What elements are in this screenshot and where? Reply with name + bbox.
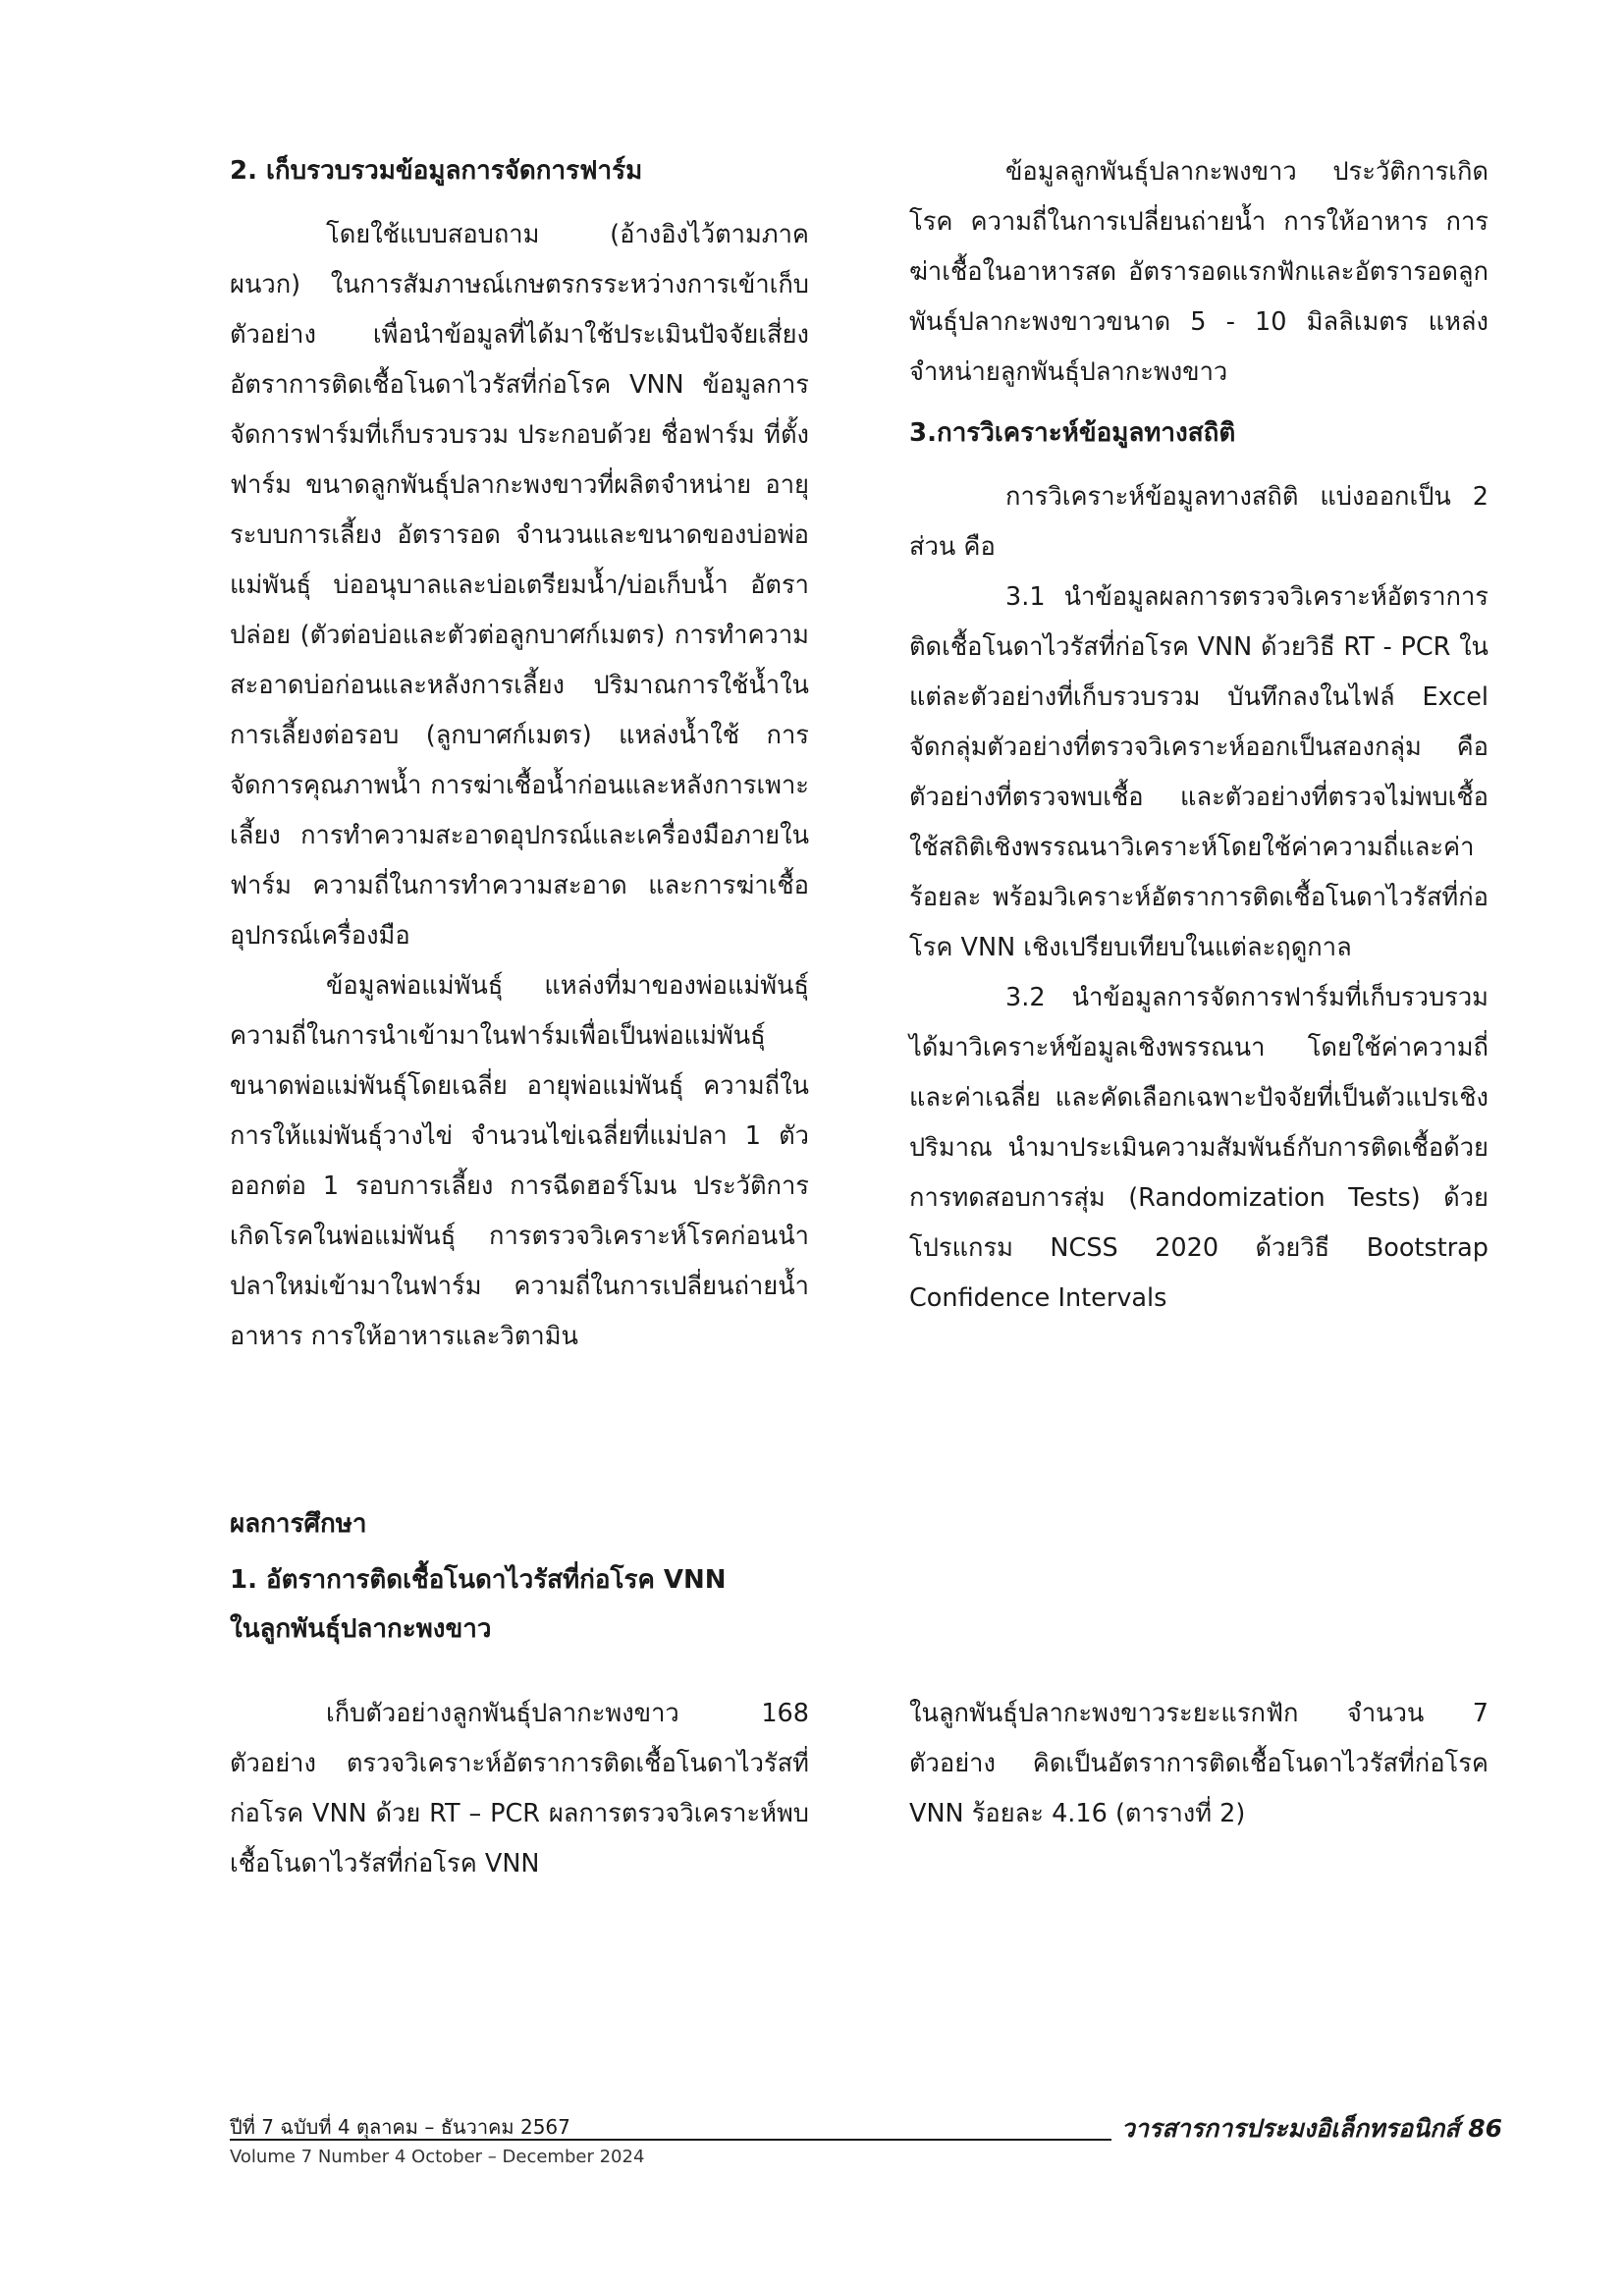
left-column — [230, 147, 809, 1362]
paragraph-results-samples: เก็บตัวอย่างลูกพันธุ์ปลากะพงขาว 168 ตัวอย่าง ตรวจวิเคราะห์อัตราการติดเชื้อโนดาไวรัสที่ก่อโรค VNN ด้วย RT – PCR ผลการตรวจวิเคราะห์พบเชื้อโนดาไวรัสที่ก่อโรค VNN — [230, 1699, 809, 1878]
section-heading-farm-data: 2. เก็บรวบรวมข้อมูลการจัดการฟาร์ม — [230, 156, 643, 186]
paragraph-results-rate: ในลูกพันธุ์ปลากะพงขาวระยะแรกฟัก จำนวน 7 ตัวอย่าง คิดเป็นอัตราการติดเชื้อโนดาไวรัสที่ก่อโรค VNN ร้อยละ 4.16 (ตารางที่ 2) — [909, 1699, 1489, 1828]
results-subheading-line1: 1. อัตราการติดเชื้อโนดาไวรัสที่ก่อโรค VNN — [230, 1565, 727, 1595]
paragraph-statistics-3-2: 3.2 นำข้อมูลการจัดการฟาร์มที่เก็บรวบรวมได้มาวิเคราะห์ข้อมูลเชิงพรรณนา โดยใช้ค่าความถี่และค่าเฉลี่ย และคัดเลือกเฉพาะปัจจัยที่เป็นตัวแปรเชิงปริมาณ นำมาประเมินความสัมพันธ์กับการติดเชื้อด้วยการทดสอบการสุ่ม (Randomization Tests) ด้วยโปรแกรม NCSS 2020 ด้วยวิธี Bootstrap Confidence Intervals — [909, 983, 1489, 1313]
results-subheading — [230, 1555, 809, 1654]
footer-journal-page: วารสารการประมงอิเล็กทรอนิกส์ 86 — [1111, 2109, 1502, 2149]
footer-issue-thai: ปีที่ 7 ฉบับที่ 4 ตุลาคม – ธันวาคม 2567 — [230, 2115, 570, 2139]
right-column — [909, 147, 1489, 1324]
footer-issue-english: Volume 7 Number 4 October – December 2024 — [230, 2147, 645, 2167]
results-heading-block — [230, 1500, 809, 1669]
results-right-column — [909, 1689, 1489, 1839]
paragraph-statistics-3-1: 3.1 นำข้อมูลผลการตรวจวิเคราะห์อัตราการติดเชื้อโนดาไวรัสที่ก่อโรค VNN ด้วยวิธี RT - PCR ในแต่ละตัวอย่างที่เก็บรวบรวม บันทึกลงในไฟล์ Excel จัดกลุ่มตัวอย่างที่ตรวจวิเคราะห์ออกเป็นสองกลุ่ม คือ ตัวอย่างที่ตรวจพบเชื้อ และตัวอย่างที่ตรวจไม่พบเชื้อ ใช้สถิติเชิงพรรณนาวิเคราะห์โดยใช้ค่าความถี่และค่าร้อยละ พร้อมวิเคราะห์อัตราการติดเชื้อโนดาไวรัสที่ก่อโรค VNN เชิงเปรียบเทียบในแต่ละฤดูกาล — [909, 582, 1489, 962]
paragraph-fry-data: ข้อมูลลูกพันธุ์ปลากะพงขาว ประวัติการเกิดโรค ความถี่ในการเปลี่ยนถ่ายน้ำ การให้อาหาร การฆ่าเชื้อในอาหารสด อัตรารอดแรกฟักและอัตรารอดลูกพันธุ์ปลากะพงขาวขนาด 5 - 10 มิลลิเมตร แหล่งจำหน่ายลูกพันธุ์ปลากะพงขาว — [909, 157, 1489, 387]
paragraph-questionnaire: โดยใช้แบบสอบถาม (อ้างอิงไว้ตามภาคผนวก) ในการสัมภาษณ์เกษตรกรระหว่างการเข้าเก็บตัวอย่าง เพื่อนำข้อมูลที่ได้มาใช้ประเมินปัจจัยเสี่ยงอัตราการติดเชื้อโนดาไวรัสที่ก่อโรค VNN ข้อมูลการจัดการฟาร์มที่เก็บรวบรวม ประกอบด้วย ชื่อฟาร์ม ที่ตั้งฟาร์ม ขนาดลูกพันธุ์ปลากะพงขาวที่ผลิตจำหน่าย อายุ ระบบการเลี้ยง อัตรารอด จำนวนและขนาดของบ่อพ่อแม่พันธุ์ บ่ออนุบาลและบ่อเตรียมน้ำ/บ่อเก็บน้ำ อัตราปล่อย (ตัวต่อบ่อและตัวต่อลูกบาศก์เมตร) การทำความสะอาดบ่อก่อนและหลังการเลี้ยง ปริมาณการใช้น้ำในการเลี้ยงต่อรอบ (ลูกบาศก์เมตร) แหล่งน้ำใช้ การจัดการคุณภาพน้ำ การฆ่าเชื้อน้ำก่อนและหลังการเพาะเลี้ยง การทำความสะอาดอุปกรณ์และเครื่องมือภายในฟาร์ม ความถี่ในการทำความสะอาด และการฆ่าเชื้ออุปกรณ์เครื่องมือ — [230, 220, 809, 951]
paragraph-statistics-intro: การวิเคราะห์ข้อมูลทางสถิติ แบ่งออกเป็น 2 ส่วน คือ — [909, 482, 1489, 562]
section-heading-statistics: 3.การวิเคราะห์ข้อมูลทางสถิติ — [909, 418, 1236, 448]
results-heading: ผลการศึกษา — [230, 1509, 367, 1539]
results-subheading-line2: ในลูกพันธุ์ปลากะพงขาว — [230, 1614, 492, 1644]
results-left-column — [230, 1689, 809, 1889]
paragraph-broodstock: ข้อมูลพ่อแม่พันธุ์ แหล่งที่มาของพ่อแม่พันธุ์ ความถี่ในการนำเข้ามาในฟาร์มเพื่อเป็นพ่อแม่พันธุ์ ขนาดพ่อแม่พันธุ์โดยเฉลี่ย อายุพ่อแม่พันธุ์ ความถี่ในการให้แม่พันธุ์วางไข่ จำนวนไข่เฉลี่ยที่แม่ปลา 1 ตัวออกต่อ 1 รอบการเลี้ยง การฉีดฮอร์โมน ประวัติการเกิดโรคในพ่อแม่พันธุ์ การตรวจวิเคราะห์โรคก่อนนำปลาใหม่เข้ามาในฟาร์ม ความถี่ในการเปลี่ยนถ่ายน้ำ อาหาร การให้อาหารและวิตามิน — [230, 971, 809, 1351]
